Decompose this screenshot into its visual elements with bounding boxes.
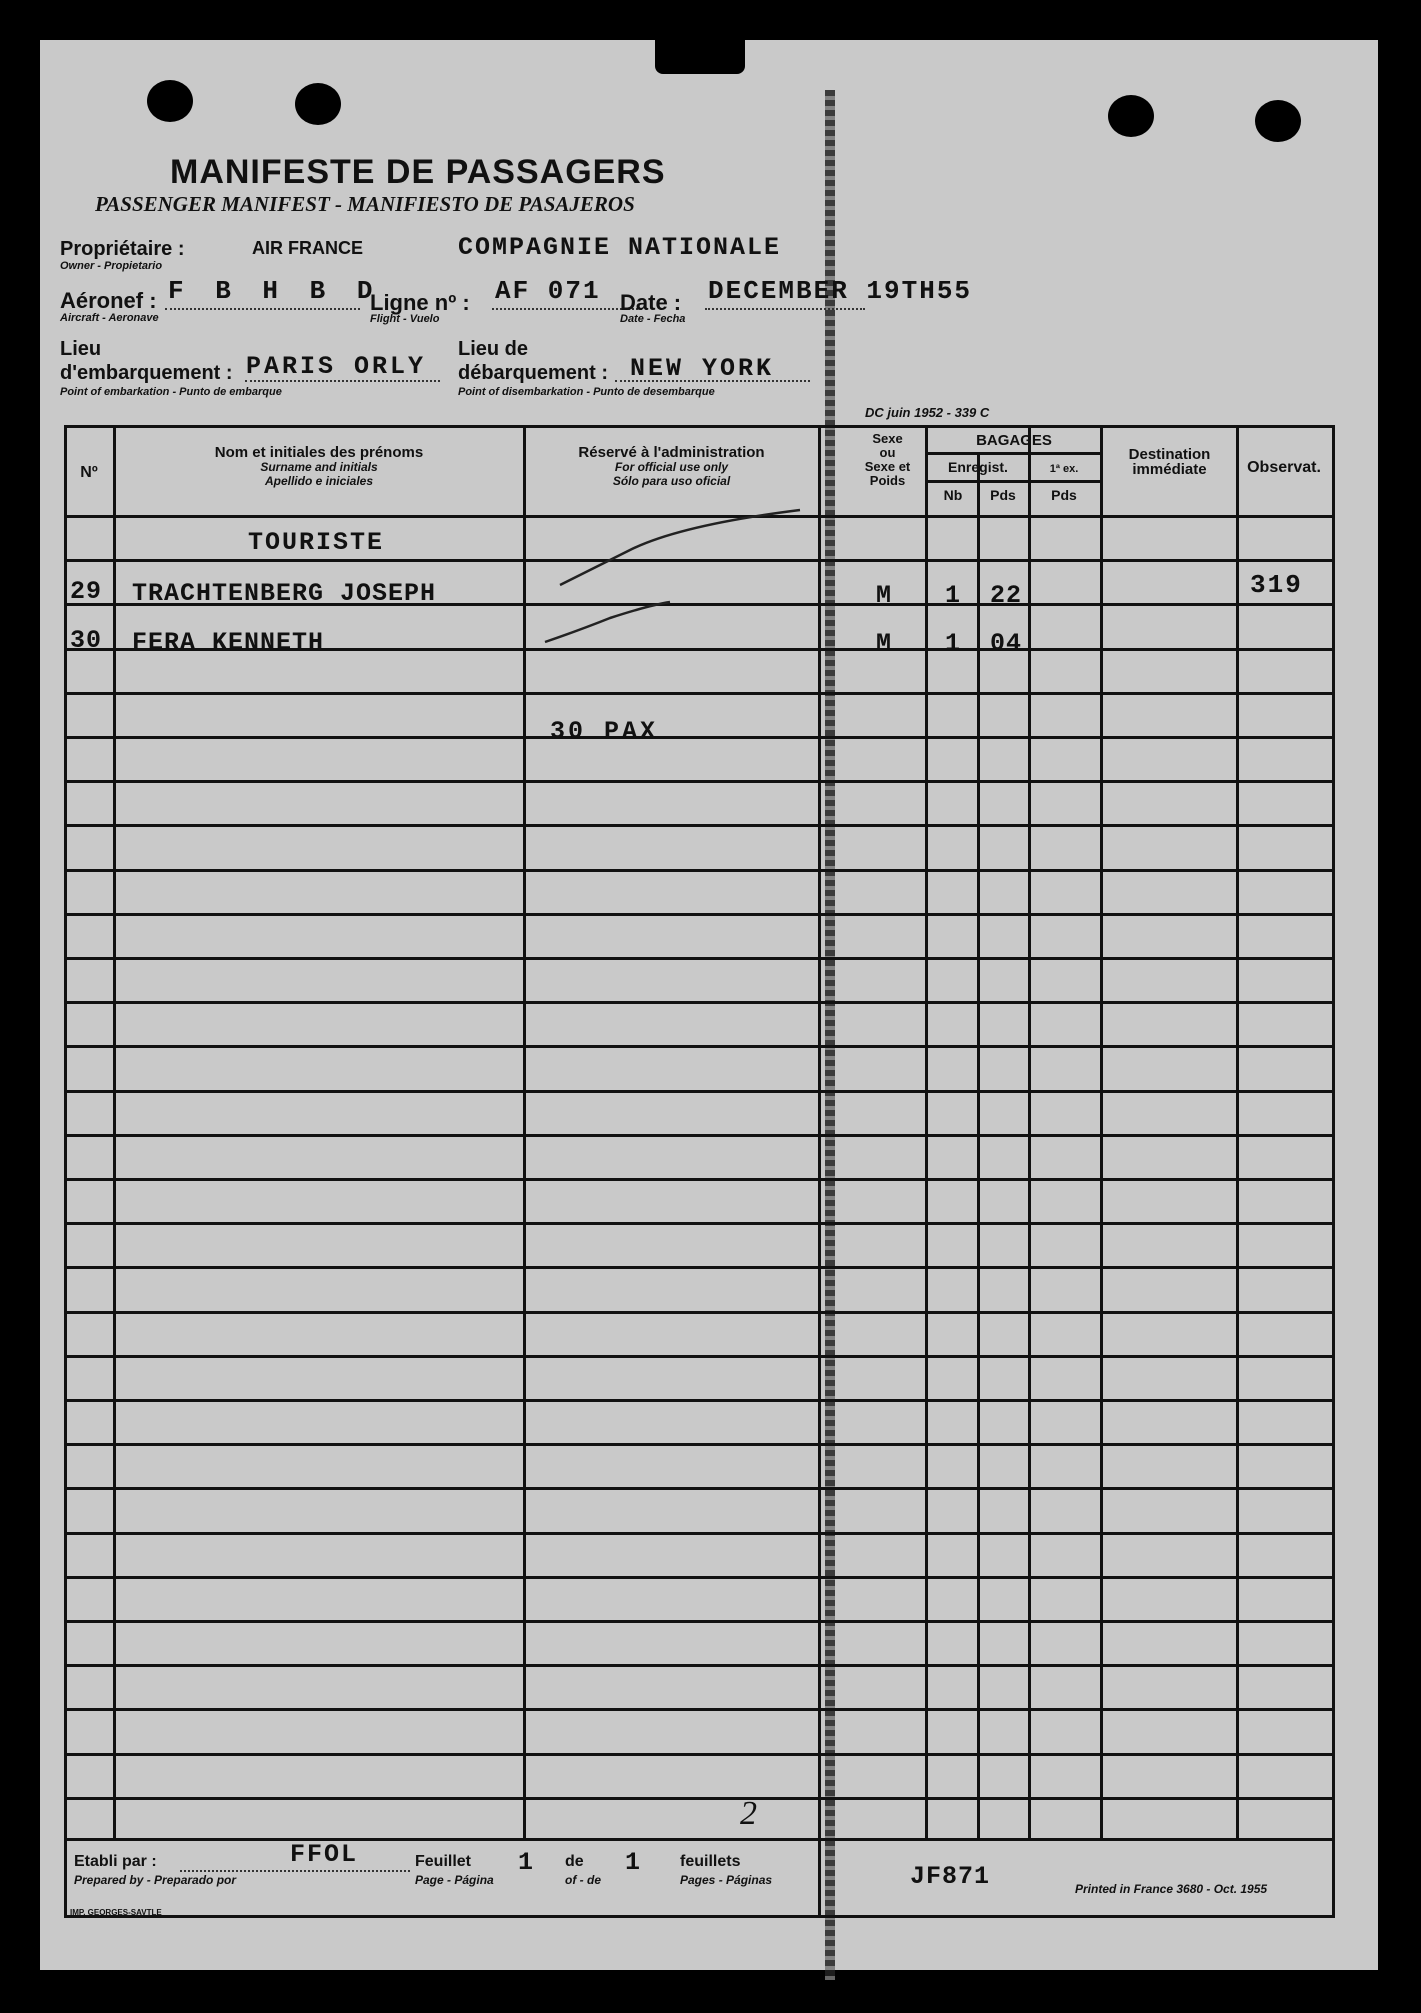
row-nb: 1 <box>945 581 962 610</box>
embark-sublabel: Point of embarkation - Punto de embarque <box>60 386 282 398</box>
manifest-sheet <box>40 40 1378 1970</box>
disembark-label-line1: Lieu de <box>458 338 529 360</box>
header-name <box>114 445 524 488</box>
row-rule <box>64 1487 1332 1490</box>
header-pds: Pds <box>990 487 1016 503</box>
page-mark: 2 <box>740 1795 757 1832</box>
page-value: 1 <box>518 1848 535 1877</box>
flight-value: AF 071 <box>495 276 601 306</box>
row-rule <box>64 1178 1332 1181</box>
of-sublabel: of - de <box>565 1873 601 1887</box>
header-admin <box>525 445 818 488</box>
row-rule <box>64 1222 1332 1225</box>
row-rule <box>64 824 1332 827</box>
disembark-label-line2: débarquement : <box>458 362 609 384</box>
row-sex: M <box>876 581 893 610</box>
row-no: 29 <box>70 577 103 606</box>
owner-printed: AIR FRANCE <box>252 238 363 258</box>
row-rule <box>64 1576 1332 1579</box>
header-destination: Destination immédiate <box>1128 446 1211 478</box>
header-bagages: BAGAGES <box>976 432 1052 449</box>
row-rule <box>64 692 1332 695</box>
aircraft-value: F B H B D <box>168 276 381 306</box>
row-rule <box>64 1753 1332 1756</box>
embark-label-line1: Lieu <box>60 338 102 360</box>
owner-sublabel: Owner - Propietario <box>60 260 163 272</box>
prepared-sublabel: Prepared by - Preparado por <box>74 1873 237 1887</box>
row-rule <box>64 1443 1332 1446</box>
row-nb: 1 <box>945 629 962 658</box>
disembark-sublabel: Point of disembarkation - Punto de desembarque <box>458 386 715 398</box>
page-sublabel: Page - Página <box>415 1873 494 1887</box>
printed-note: Printed in France 3680 - Oct. 1955 <box>1075 1882 1268 1896</box>
row-rule <box>64 1266 1332 1269</box>
header-name-en: Surname and initials <box>260 460 378 474</box>
total-pax: 30 PAX <box>550 717 659 746</box>
owner-typed: COMPAGNIE NATIONALE <box>458 233 782 262</box>
row-pds: 04 <box>990 629 1023 658</box>
row-rule <box>64 957 1332 960</box>
header-observ: Observat. <box>1247 459 1321 476</box>
prepared-value: FFOL <box>290 1840 359 1869</box>
form-subtitle: PASSENGER MANIFEST - MANIFIESTO DE PASAJEROS <box>95 192 635 216</box>
row-rule <box>64 780 1332 783</box>
row-rule <box>64 736 1332 739</box>
row-rule <box>64 1708 1332 1711</box>
header-excess: 1ª ex. <box>1049 463 1079 475</box>
date-sublabel: Date - Fecha <box>620 313 686 325</box>
header-enregist: Enregist. <box>948 459 1008 475</box>
row-rule <box>64 913 1332 916</box>
punch-hole <box>295 83 341 125</box>
row-name: TRACHTENBERG JOSEPH <box>132 579 437 608</box>
row-observ: 319 <box>1250 570 1303 600</box>
row-rule <box>64 1001 1332 1004</box>
top-notch <box>655 38 745 74</box>
header-admin-es: Sólo para uso oficial <box>612 474 731 488</box>
check-mark-icon <box>500 490 820 680</box>
row-sex: M <box>876 629 893 658</box>
date-label: Date : <box>620 290 682 315</box>
header-admin-en: For official use only <box>614 460 729 474</box>
page-label: Feuillet <box>415 1853 472 1870</box>
of-label: de <box>565 1853 584 1870</box>
row-rule <box>64 1664 1332 1667</box>
row-rule <box>64 1134 1332 1137</box>
header-sex: Sexe ou Sexe et Poids <box>864 431 911 488</box>
punch-hole <box>1255 100 1301 142</box>
embark-label-line2: d'embarquement : <box>60 362 233 384</box>
header-excess-pds: Pds <box>1051 487 1077 503</box>
printer-note: IMP. GEORGES-SAVTLE <box>70 1908 162 1917</box>
row-rule <box>64 1532 1332 1535</box>
aircraft-sublabel: Aircraft - Aeronave <box>60 312 159 324</box>
reference-code: JF871 <box>910 1862 991 1891</box>
punch-hole <box>147 80 193 122</box>
date-value: DECEMBER 19TH55 <box>708 276 973 306</box>
disembark-value: NEW YORK <box>630 354 775 383</box>
pages-label: feuillets <box>680 1853 741 1870</box>
section-label: TOURISTE <box>248 528 385 557</box>
row-rule <box>64 1620 1332 1623</box>
row-name: FERA KENNETH <box>132 628 325 657</box>
header-no: Nº <box>80 464 98 481</box>
header-nb: Nb <box>943 487 963 503</box>
form-title: MANIFESTE DE PASSAGERS <box>170 153 666 191</box>
row-rule <box>64 1045 1332 1048</box>
row-rule <box>64 869 1332 872</box>
flight-label: Ligne nº : <box>370 290 470 315</box>
row-rule <box>64 1090 1332 1093</box>
form-code: DC juin 1952 - 339 C <box>865 405 990 420</box>
row-no: 30 <box>70 626 103 655</box>
pages-sublabel: Pages - Páginas <box>680 1873 773 1887</box>
row-pds: 22 <box>990 581 1023 610</box>
row-rule <box>64 1311 1332 1314</box>
row-rule <box>64 1797 1332 1800</box>
punch-hole <box>1108 95 1154 137</box>
of-value: 1 <box>625 1848 642 1877</box>
flight-sublabel: Flight - Vuelo <box>370 313 440 325</box>
header-name-fr: Nom et initiales des prénoms <box>214 444 424 461</box>
owner-label: Propriétaire : <box>60 238 185 260</box>
embark-value: PARIS ORLY <box>246 352 427 381</box>
header-admin-fr: Réservé à l'administration <box>578 444 765 461</box>
row-rule <box>64 1355 1332 1358</box>
row-rule <box>64 1399 1332 1402</box>
aircraft-label: Aéronef : <box>60 288 157 313</box>
prepared-label: Etabli par : <box>74 1853 157 1870</box>
header-name-es: Apellido e iniciales <box>264 474 374 488</box>
